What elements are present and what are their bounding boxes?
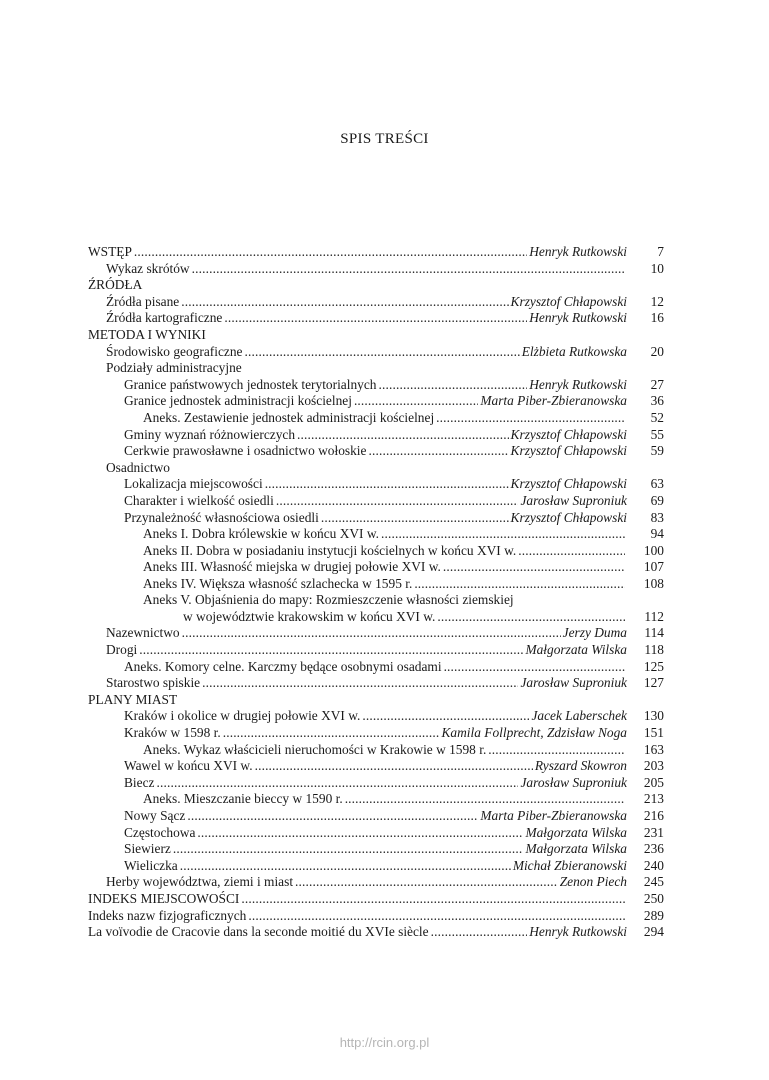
toc-entry-author: Krzysztof Chłapowski: [510, 476, 627, 492]
toc-entry-author: Henryk Rutkowski: [529, 376, 627, 392]
toc-section-heading: [88, 360, 664, 377]
toc-entry: [88, 244, 664, 261]
dot-leader: [345, 791, 625, 808]
toc-entry-label: Granice państwowych jednostek terytorialnych: [124, 376, 377, 392]
toc-entry-page-number: 112: [644, 609, 664, 625]
dot-leader: [437, 609, 625, 626]
toc-entry-line: [124, 443, 627, 460]
toc-entry-line: [124, 841, 627, 858]
toc-entry: [88, 825, 664, 842]
dot-leader: [192, 261, 625, 278]
toc-section-heading: [88, 277, 664, 294]
toc-entry-page-number: 294: [643, 924, 664, 940]
toc-entry-label: Cerkwie prawosławne i osadnictwo wołoskie: [124, 443, 367, 459]
dot-leader: [368, 443, 508, 460]
toc-entry-author: Jarosław Suproniuk: [520, 774, 627, 790]
toc-entry-label: Przynależność własnościowa osiedli: [124, 509, 319, 525]
toc-entry-page-number: 151: [643, 725, 664, 741]
toc-entry-line: [124, 708, 627, 725]
toc-entry-line: [124, 510, 627, 527]
toc-entry-author: Krzysztof Chłapowski: [510, 293, 627, 309]
toc-entry: [88, 742, 664, 759]
toc-entry-line: [124, 858, 627, 875]
dot-leader: [321, 510, 509, 527]
toc-entry-page-number: 216: [643, 808, 664, 823]
dot-leader: [187, 808, 478, 825]
toc-entry-line: [143, 410, 627, 427]
toc-entry-label: Wawel w końcu XVI w.: [124, 758, 253, 774]
toc-entry-page-number: 125: [643, 658, 664, 674]
toc-entry-author: Małgorzata Wilska: [525, 841, 627, 857]
dot-leader: [378, 377, 527, 394]
toc-entry: [88, 858, 664, 875]
toc-entry-label: Środowisko geograficzne: [106, 343, 243, 359]
toc-entry: [88, 510, 664, 527]
toc-entry-author: Michał Zbieranowski: [512, 857, 627, 873]
toc-entry-author: Małgorzata Wilska: [525, 642, 627, 658]
toc-entry-page-number: 108: [643, 575, 664, 591]
toc-entry-label: Kraków w 1598 r.: [124, 725, 221, 741]
toc-entry-page-number: 20: [650, 343, 664, 359]
toc-entry-label: Granice jednostek administracji kościelnej: [124, 393, 352, 409]
toc-entry-label: Gminy wyznań różnowierczych: [124, 426, 296, 442]
dot-leader: [255, 758, 533, 775]
toc-entry-line: [88, 891, 627, 908]
toc-heading-label: Osadnictwo: [106, 459, 170, 475]
toc-section-heading: [88, 327, 664, 344]
toc-entry: [88, 377, 664, 394]
toc-entry-label: Siewierz: [124, 841, 171, 857]
toc-entry-line: [106, 261, 627, 278]
toc-entry: [88, 874, 664, 891]
dot-leader: [244, 344, 519, 361]
table-of-contents: [88, 244, 664, 941]
toc-entry: [88, 526, 664, 543]
toc-entry-page-number: 127: [643, 675, 664, 691]
toc-entry: [88, 775, 664, 792]
toc-entry-label: Charakter i wielkość osiedli: [124, 492, 274, 508]
toc-entry-page-number: 52: [650, 409, 664, 425]
toc-entry-page-number: 12: [650, 293, 664, 309]
toc-entry-page-number: 16: [650, 310, 664, 326]
toc-entry: [88, 592, 664, 625]
toc-entry: [88, 427, 664, 444]
toc-entry-line: [124, 725, 627, 742]
dot-leader: [181, 294, 508, 311]
toc-entry-line: [88, 244, 627, 261]
toc-entry-line: [88, 924, 627, 941]
toc-entry: [88, 393, 664, 410]
toc-heading-label: ŹRÓDŁA: [88, 277, 143, 293]
dot-leader: [276, 493, 519, 510]
dot-leader: [436, 410, 625, 427]
toc-entry: [88, 725, 664, 742]
toc-entry-page-number: 245: [643, 874, 664, 890]
toc-entry-line: [124, 775, 627, 792]
toc-entry-author: Jarosław Suproniuk: [520, 675, 627, 691]
dot-leader: [223, 725, 440, 742]
dot-leader: [139, 642, 523, 659]
toc-entry-line: [124, 377, 627, 394]
toc-entry-label: Źródła pisane: [106, 293, 180, 309]
dot-leader: [156, 775, 518, 792]
toc-entry-label: Kraków i okolice w drugiej połowie XVI w.: [124, 708, 361, 724]
toc-entry-page-number: 94: [650, 526, 664, 542]
toc-entry-page-number: 289: [643, 907, 664, 923]
dot-leader: [297, 427, 509, 444]
dot-leader: [241, 891, 625, 908]
toc-entry: [88, 476, 664, 493]
toc-entry-label: Aneks. Komory celne. Karczmy będące osobnymi osadami: [124, 658, 442, 674]
toc-entry: [88, 924, 664, 941]
dot-leader: [381, 526, 625, 543]
dot-leader: [414, 576, 625, 593]
dot-leader: [248, 908, 625, 925]
toc-entry-label: Aneks III. Własność miejska w drugiej połowie XVI w.: [143, 559, 441, 575]
dot-leader: [488, 742, 625, 759]
toc-entry-page-number: 130: [643, 708, 664, 724]
toc-entry-page-number: 231: [643, 824, 664, 840]
toc-entry: [88, 758, 664, 775]
toc-entry-page-number: 36: [650, 393, 664, 409]
toc-section-heading: [88, 692, 664, 709]
dot-leader: [443, 559, 625, 576]
source-url: http://rcin.org.pl: [339, 1035, 430, 1050]
toc-heading-label: METODA I WYNIKI: [88, 326, 206, 342]
toc-entry-author: Marta Piber-Zbieranowska: [480, 808, 627, 823]
toc-entry-label: Nazewnictwo: [106, 625, 180, 641]
dot-leader: [180, 858, 511, 875]
toc-entry-label: Indeks nazw fizjograficznych: [88, 907, 247, 923]
dot-leader: [197, 825, 523, 842]
toc-entry-page-number: 10: [650, 260, 664, 276]
toc-entry-author: Jerzy Duma: [562, 625, 627, 641]
toc-entry-line: [124, 393, 627, 410]
toc-entry-line: [143, 559, 627, 576]
toc-entry-line: [106, 874, 627, 891]
toc-entry-line: [106, 625, 627, 642]
dot-leader: [134, 244, 527, 261]
toc-entry-line: [143, 791, 627, 808]
toc-entry: [88, 261, 664, 278]
toc-entry: [88, 891, 664, 908]
toc-entry-label: Częstochowa: [124, 824, 196, 840]
toc-entry-line: [183, 609, 627, 626]
toc-entry-label: Aneks. Mieszczanie bieccy w 1590 r.: [143, 791, 343, 807]
toc-entry-label: INDEKS MIEJSCOWOŚCI: [88, 890, 240, 906]
toc-entry-page-number: 100: [643, 542, 664, 558]
toc-entry: [88, 675, 664, 692]
toc-entry-author: Krzysztof Chłapowski: [510, 443, 627, 459]
toc-entry-line: [106, 675, 627, 692]
dot-leader: [202, 675, 518, 692]
toc-entry-line: [106, 294, 627, 311]
toc-entry-author: Małgorzata Wilska: [525, 824, 627, 840]
toc-entry-page-number: 240: [643, 857, 664, 873]
toc-entry-author: Zenon Piech: [559, 874, 627, 890]
toc-entry-author: Henryk Rutkowski: [529, 310, 627, 326]
toc-entry-page-number: 118: [644, 642, 664, 658]
toc-entry-line: [143, 543, 627, 560]
toc-entry-author: Krzysztof Chłapowski: [510, 426, 627, 442]
toc-entry: [88, 708, 664, 725]
toc-entry-label: Starostwo spiskie: [106, 675, 201, 691]
toc-entry: [88, 659, 664, 676]
toc-entry-page-number: 163: [643, 741, 664, 757]
toc-entry-line: [124, 825, 627, 842]
toc-entry-line: [143, 526, 627, 543]
toc-entry-author: Krzysztof Chłapowski: [510, 509, 627, 525]
toc-entry-label: Wieliczka: [124, 857, 178, 873]
toc-entry-label: La voïvodie de Cracovie dans la seconde moitié du XVIe siècle: [88, 924, 429, 940]
toc-entry-page-number: 63: [650, 476, 664, 492]
dot-leader: [224, 310, 527, 327]
toc-entry-page-number: 83: [650, 509, 664, 525]
toc-entry-page-number: 107: [643, 559, 664, 575]
toc-entry-page-number: 27: [650, 376, 664, 392]
toc-entry-label: Drogi: [106, 642, 138, 658]
toc-entry-author: Elżbieta Rutkowska: [521, 343, 627, 359]
dot-leader: [362, 708, 529, 725]
toc-entry-author: Henryk Rutkowski: [529, 924, 627, 940]
toc-entry-label: Aneks IV. Większa własność szlachecka w 1595 r.: [143, 575, 413, 591]
dot-leader: [295, 874, 558, 891]
toc-entry-line: [143, 576, 627, 593]
toc-entry-page-number: 55: [650, 426, 664, 442]
toc-entry-author: Marta Piber-Zbieranowska: [480, 393, 627, 409]
toc-entry-label: Wykaz skrótów: [106, 260, 190, 276]
toc-entry-label: Biecz: [124, 774, 155, 790]
toc-entry-label: Aneks I. Dobra królewskie w końcu XVI w.: [143, 526, 380, 542]
toc-entry-page-number: 114: [644, 625, 664, 641]
dot-leader: [444, 659, 625, 676]
toc-section-heading: [88, 460, 664, 477]
toc-entry-line: [124, 493, 627, 510]
toc-entry-line: [124, 476, 627, 493]
toc-entry-line: [124, 427, 627, 444]
toc-entry: [88, 344, 664, 361]
toc-entry: [88, 543, 664, 560]
toc-entry-author: Jarosław Suproniuk: [520, 492, 627, 508]
dot-leader: [265, 476, 509, 493]
toc-entry: [88, 576, 664, 593]
toc-entry-label: Źródła kartograficzne: [106, 310, 223, 326]
toc-entry-page-number: 236: [643, 841, 664, 857]
toc-entry: [88, 791, 664, 808]
toc-heading-label: PLANY MIAST: [88, 691, 178, 707]
dot-leader: [431, 924, 528, 941]
toc-entry-page-number: 205: [643, 774, 664, 790]
toc-entry-line: [106, 642, 627, 659]
toc-entry: [88, 808, 664, 825]
toc-entry-page-number: 69: [650, 492, 664, 508]
toc-entry-page-number: 250: [643, 890, 664, 906]
toc-entry: [88, 410, 664, 427]
toc-entry-author: Ryszard Skowron: [534, 758, 627, 774]
toc-entry: [88, 841, 664, 858]
toc-entry-line: [124, 758, 627, 775]
dot-leader: [173, 841, 524, 858]
dot-leader: [182, 625, 561, 642]
toc-entry-line: [106, 344, 627, 361]
toc-entry-page-number: 213: [643, 791, 664, 807]
toc-entry: [88, 908, 664, 925]
toc-entry-label: Aneks. Zestawienie jednostek administracji kościelnej: [143, 409, 435, 425]
toc-entry-label-continued: w województwie krakowskim w końcu XVI w.: [183, 609, 436, 625]
toc-entry: [88, 559, 664, 576]
toc-entry-author: Kamila Follprecht, Zdzisław Noga: [441, 725, 627, 741]
toc-entry-line: [124, 659, 627, 676]
toc-entry-page-number: 7: [657, 244, 664, 259]
toc-entry: [88, 625, 664, 642]
toc-entry-label: Aneks II. Dobra w posiadaniu instytucji kościelnych w końcu XVI w.: [143, 542, 517, 558]
toc-entry-label: Lokalizacja miejscowości: [124, 476, 263, 492]
toc-entry-label: Aneks V. Objaśnienia do mapy: Rozmieszczenie własności ziemskiej: [143, 592, 514, 608]
toc-entry-author: Jacek Laberschek: [531, 708, 627, 724]
toc-entry-line: [106, 310, 627, 327]
toc-entry-page-number: 203: [643, 758, 664, 774]
page-title: SPIS TREŚCI: [340, 131, 429, 147]
toc-entry-label: Herby województwa, ziemi i miast: [106, 874, 294, 890]
toc-entry-line: [88, 908, 627, 925]
toc-entry-label: Aneks. Wykaz właścicieli nieruchomości w Krakowie w 1598 r.: [143, 741, 487, 757]
dot-leader: [354, 393, 478, 410]
toc-entry-author: Henryk Rutkowski: [529, 244, 627, 259]
toc-entry: [88, 294, 664, 311]
toc-entry-line: [124, 808, 627, 825]
toc-entry: [88, 493, 664, 510]
toc-entry: [88, 443, 664, 460]
toc-entry: [88, 310, 664, 327]
toc-entry-page-number: 59: [650, 443, 664, 459]
toc-entry-label: Nowy Sącz: [124, 808, 186, 823]
dot-leader: [518, 543, 625, 560]
toc-entry: [88, 642, 664, 659]
toc-entry-line: [143, 742, 627, 759]
toc-entry-label: WSTĘP: [88, 244, 132, 259]
toc-heading-label: Podziały administracyjne: [106, 360, 242, 376]
